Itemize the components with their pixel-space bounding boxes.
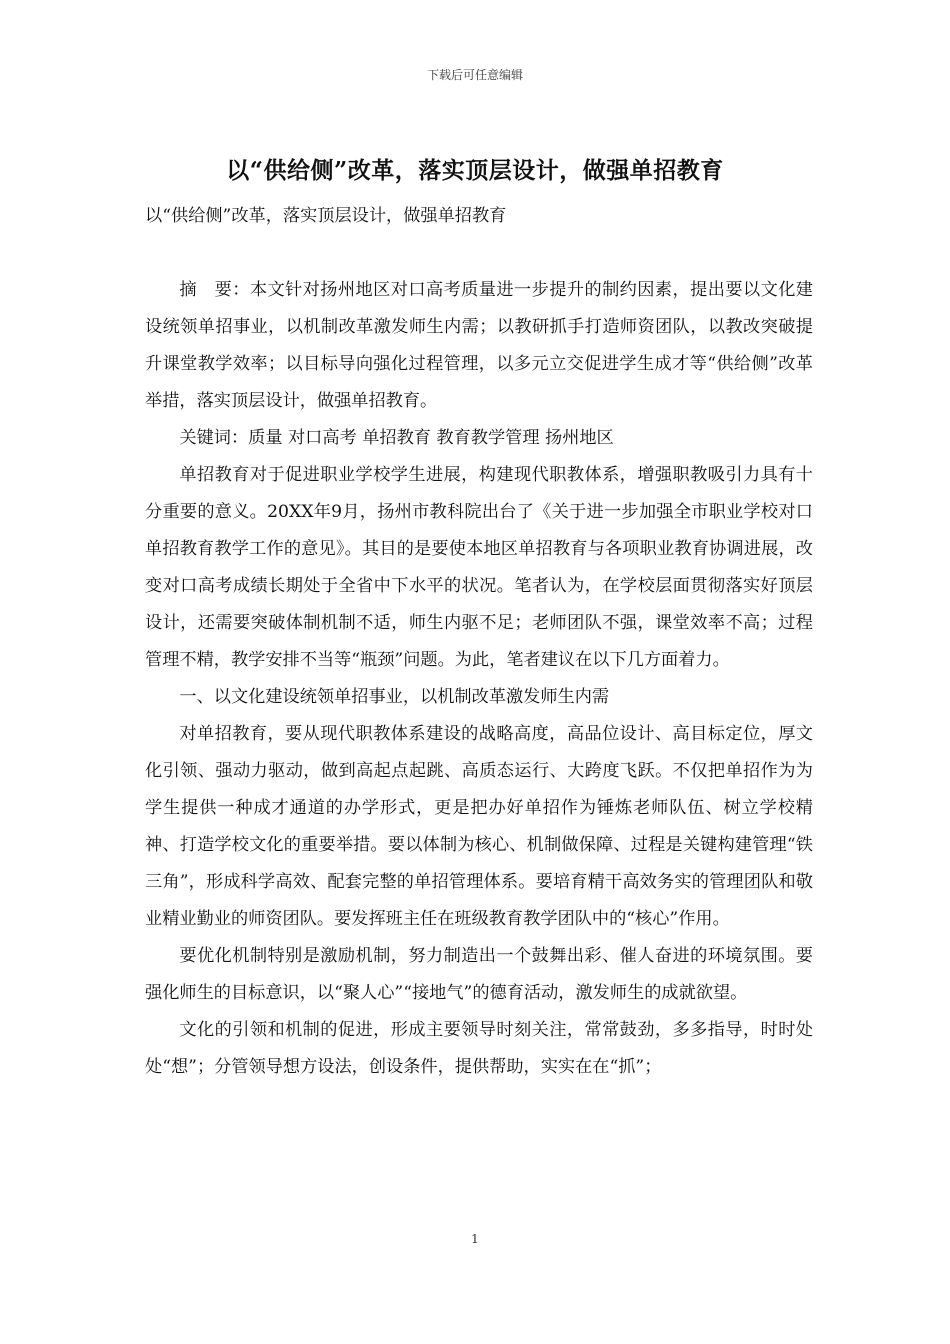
keywords-paragraph: 关键词：质量 对口高考 单招教育 教育教学管理 扬州地区 xyxy=(179,428,614,448)
document-body xyxy=(145,198,813,1086)
section-heading: 一、以文化建设统领单招事业，以机制改革激发师生内需 xyxy=(179,687,610,707)
abstract-paragraph: 摘 要：本文针对扬州地区对口高考质量进一步提升的制约因素，提出要以文化建设统领单招事业，以机制改革激发师生内需；以教研抓手打造师资团队，以教改突破提升课堂教学效率；以目标导向强化过程管理，以多元立交促进学生成才等“供给侧”改革举措，落实顶层设计，做强单招教育。 xyxy=(145,280,813,411)
body-paragraph: 要优化机制特别是激励机制，努力制造出一个鼓舞出彩、催人奋进的环境氛围。要强化师生的目标意识，以“聚人心”“接地气”的德育活动，激发师生的成就欲望。 xyxy=(145,946,813,1003)
page-number: 1 xyxy=(471,1232,479,1246)
body-paragraph: 单招教育对于促进职业学校学生进展，构建现代职教体系，增强职教吸引力具有十分重要的意义。20XX年9月，扬州市教科院出台了《关于进一步加强全市职业学校对口单招教育教学工作的意见》。其目的是要使本地区单招教育与各项职业教育协调进展，改变对口高考成绩长期处于全省中下水平的状况。笔者认为，在学校层面贯彻落实好顶层设计，还需要突破体制机制不适，师生内驱不足；老师团队不强，课堂效率不高；过程管理不精，教学安排不当等“瓶颈”问题。为此，笔者建议在以下几方面着力。 xyxy=(145,465,813,670)
header-note: 下载后可任意编辑 xyxy=(426,68,523,82)
document-title: 以“供给侧”改革，落实顶层设计，做强单招教育 xyxy=(226,157,724,184)
body-paragraph: 对单招教育，要从现代职教体系建设的战略高度，高品位设计、高目标定位，厚文化引领、强动力驱动，做到高起点起跳、高质态运行、大跨度飞跃。不仅把单招作为为学生提供一种成才通道的办学形式，更是把办好单招作为锤炼老师队伍、树立学校精神、打造学校文化的重要举措。要以体制为核心、机制做保障、过程是关键构建管理“铁三角”，形成科学高效、配套完整的单招管理体系。要培育精干高效务实的管理团队和敬业精业勤业的师资团队。要发挥班主任在班级教育教学团队中的“核心”作用。 xyxy=(145,724,813,929)
document-subtitle: 以“供给侧”改革，落实顶层设计，做强单招教育 xyxy=(145,206,507,226)
body-paragraph: 文化的引领和机制的促进，形成主要领导时刻关注，常常鼓劲，多多指导，时时处处“想”；分管领导想方设法，创设条件，提供帮助，实实在在“抓”； xyxy=(145,1020,813,1077)
